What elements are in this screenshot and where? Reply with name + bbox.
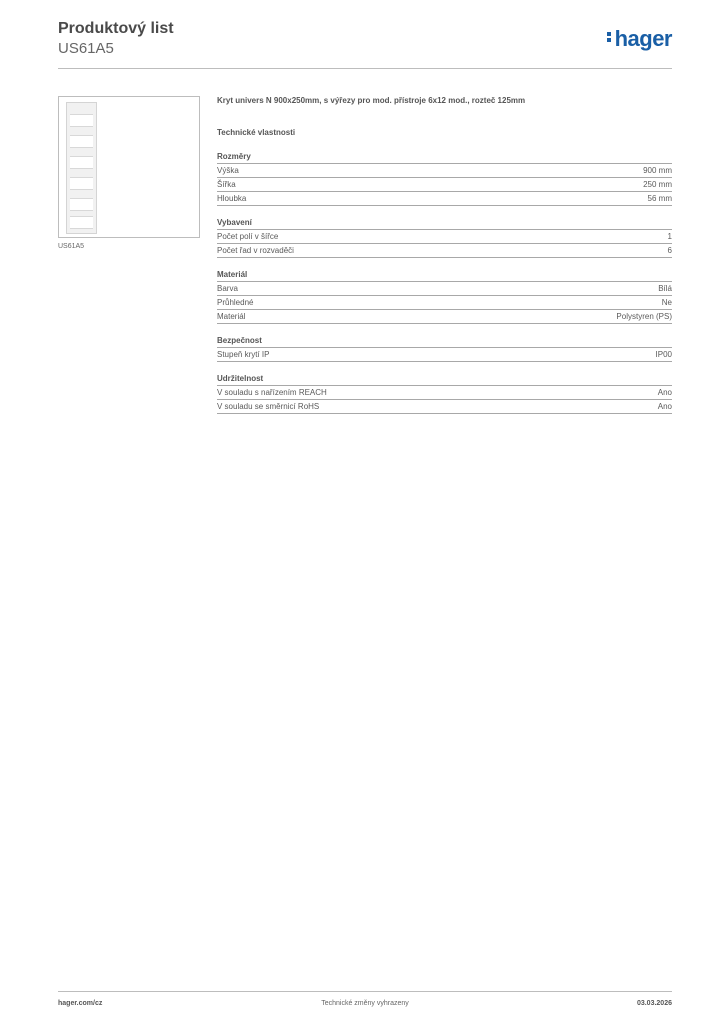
group-heading: Materiál [217, 268, 672, 282]
section-title: Technické vlastnosti [217, 128, 296, 137]
cover-panel-illustration [66, 102, 97, 234]
panel-slot [70, 198, 93, 211]
spec-row [217, 178, 672, 192]
spec-group-udrzitelnost [217, 372, 672, 414]
image-caption: US61A5 [58, 243, 85, 250]
spec-row [217, 348, 672, 362]
product-details [217, 94, 672, 414]
spec-label: Barva [217, 284, 238, 293]
group-heading: Bezpečnost [217, 334, 672, 348]
spec-label: Stupeň krytí IP [217, 350, 270, 359]
spec-label: Počet řad v rozvaděči [217, 246, 294, 255]
page-footer [58, 991, 672, 1012]
hager-logo [607, 26, 672, 52]
spec-label: V souladu s nařízením REACH [217, 388, 327, 397]
spec-row [217, 230, 672, 244]
spec-label: Výška [217, 166, 239, 175]
document-title: Produktový list [58, 20, 174, 37]
spec-value: Ano [657, 388, 672, 397]
panel-slot [70, 114, 93, 127]
spec-label: Počet polí v šířce [217, 232, 279, 241]
spec-label: Materiál [217, 312, 246, 321]
spec-group-vybaveni [217, 216, 672, 258]
panel-slot [70, 177, 93, 190]
spec-group-bezpecnost [217, 334, 672, 362]
spec-value: 1 [667, 232, 672, 241]
spec-row [217, 296, 672, 310]
group-heading: Rozměry [217, 150, 672, 164]
spec-value: Polystyren (PS) [616, 312, 672, 321]
spec-value: Bílá [658, 284, 672, 293]
spec-value: Ano [657, 402, 672, 411]
spec-label: Průhledné [217, 298, 254, 307]
spec-row [217, 244, 672, 258]
spec-label: Hloubka [217, 194, 247, 203]
panel-slot [70, 216, 93, 229]
footer-date: 03.03.2026 [636, 1000, 672, 1007]
spec-label: Šířka [217, 180, 236, 189]
footer-url: hager.com/cz [58, 1000, 103, 1007]
spec-value: 56 mm [647, 194, 672, 203]
spec-row [217, 282, 672, 296]
spec-label: V souladu se směrnicí RoHS [217, 402, 320, 411]
logo-dots-icon [607, 30, 613, 44]
spec-value: 6 [667, 246, 672, 255]
spec-row [217, 310, 672, 324]
spec-value: Ne [661, 298, 672, 307]
panel-slot [70, 156, 93, 169]
spec-value: IP00 [655, 350, 672, 359]
panel-slot [70, 135, 93, 148]
page-header [58, 20, 672, 69]
product-image [58, 96, 200, 238]
product-description: Kryt univers N 900x250mm, s výřezy pro mod. přístroje 6x12 mod., rozteč 125mm [217, 96, 526, 105]
spec-row [217, 164, 672, 178]
product-code: US61A5 [58, 40, 114, 57]
spec-value: 900 mm [643, 166, 672, 175]
spec-group-rozmery [217, 150, 672, 206]
logo-text: hager [614, 26, 672, 51]
group-heading: Udržitelnost [217, 372, 672, 386]
spec-value: 250 mm [643, 180, 672, 189]
spec-row [217, 400, 672, 414]
spec-row [217, 386, 672, 400]
spec-group-material [217, 268, 672, 324]
group-heading: Vybavení [217, 216, 672, 230]
spec-row [217, 192, 672, 206]
footer-note: Technické změny vyhrazeny [321, 1000, 409, 1007]
